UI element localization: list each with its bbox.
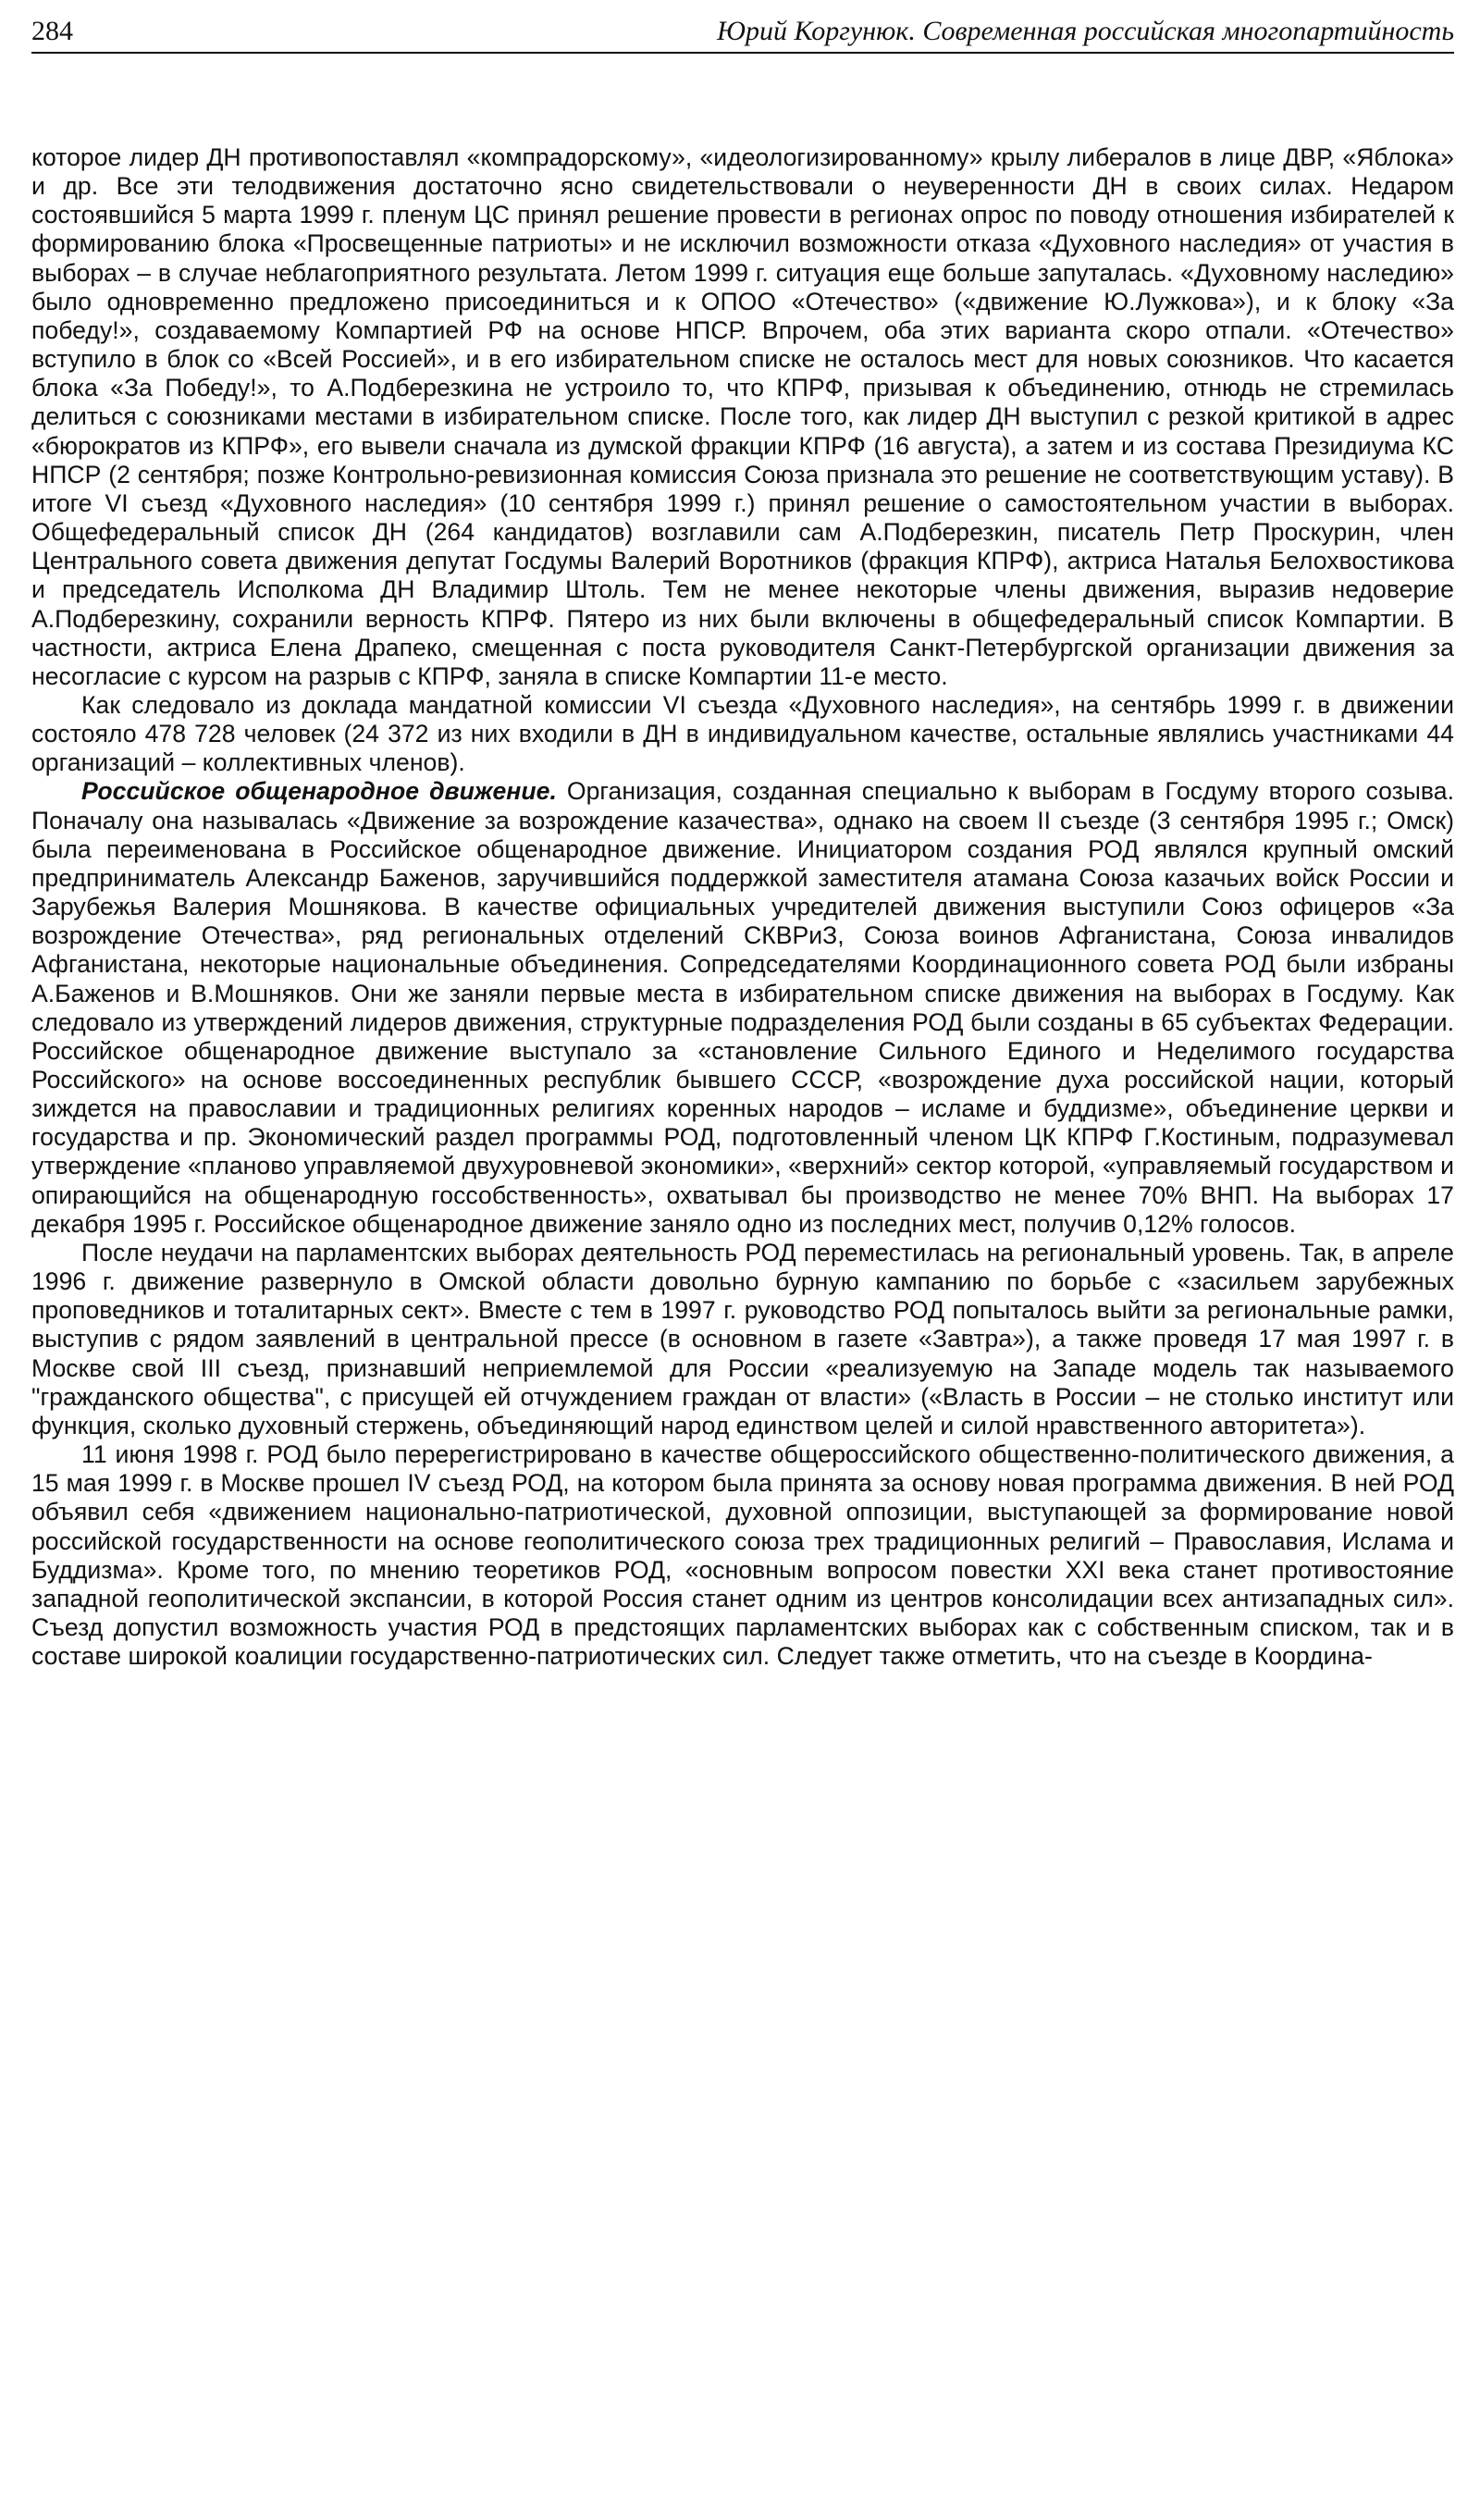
paragraph-text: Как следовало из доклада мандатной комиссии VI съезда «Духовного наследия», на сентябрь 1999 г. в движении состояло 478 728 человек (24 372 из них входили в ДН в индивидуальном качестве, остальные являлись участниками 44 организаций – коллективных членов). [31,690,1454,777]
page-header [31,13,1454,54]
section-heading: Российское общенародное движение. [81,777,557,806]
running-title: Юрий Коргунюк. Современная российская многопартийность [716,16,1454,46]
paragraph [31,691,1454,777]
section-paragraph [31,777,1454,1239]
paragraph [31,1239,1454,1440]
body-text [31,143,1454,1671]
paragraph-text: Организация, созданная специально к выборам в Госдуму второго созыва. Поначалу она называлась «Движение за возрождение казачества», однако на своем II съезде (3 сентября 1995 г.; Омск) была переименована в Российское общенародное движение. Инициатором создания РОД являлся крупный омский предприниматель Александр Баженов, заручившийся поддержкой заместителя атамана Союза казачьих войск России и Зарубежья Валерия Мошнякова. В качестве официальных учредителей движения выступили Союз офицеров «За возрождение Отечества», ряд региональных отделений СКВРиЗ, Союза воинов Афганистана, Союза инвалидов Афганистана, некоторые национальные объединения. Сопредседателями Координационного совета РОД были избраны А.Баженов и В.Мошняков. Они же заняли первые места в избирательном списке движения на выборах в Госдуму. Как следовало из утверждений лидеров движения, структурные подразделения РОД были созданы в 65 субъектах Федерации. Российское общенародное движение выступало за «становление Сильного Единого и Неделимого государства Российского» на основе воссоединенных республик бывшего СССР, «возрождение духа российской нации, который зиждется на православии и традиционных религиях коренных народов – исламе и буддизме», объединение церкви и государства и пр. Экономический раздел программы РОД, подготовленный членом ЦК КПРФ Г.Костиным, подразумевал утверждение «планово управляемой двухуровневой экономики», «верхний» сектор которой, «управляемый государством и опирающийся на общенародную госсобственность», охватывал бы производство не менее 70% ВНП. На выборах 17 декабря 1995 г. Российское общенародное движение заняло одно из последних мест, получив 0,12% голосов. [31,777,1454,1238]
paragraph [31,143,1454,691]
page-number: 284 [31,16,73,46]
paragraph-text: 11 июня 1998 г. РОД было перерегистрировано в качестве общероссийского общественно-политического движения, а 15 мая 1999 г. в Москве прошел IV съезд РОД, на котором была принята за основу новая программа движения. В ней РОД объявил себя «движением национально-патриотической, духовной оппозиции, выступающей за формирование новой российской государственности на основе геополитического союза трех традиционных религий – Православия, Ислама и Буддизма». Кроме того, по мнению теоретиков РОД, «основным вопросом повестки XXI века станет противостояние западной геополитической экспансии, в которой Россия станет одним из центров консолидации всех антизападных сил». Съезд допустил возможность участия РОД в предстоящих парламентских выборах как с собственным списком, так и в составе широкой коалиции государственно-патриотических сил. Следует также отметить, что на съезде в Координа- [31,1440,1454,1671]
paragraph [31,1440,1454,1671]
paragraph-text: После неудачи на парламентских выборах деятельность РОД переместилась на региональный уровень. Так, в апреле 1996 г. движение развернуло в Омской области довольно бурную кампанию по борьбе с «засильем зарубежных проповедников и тоталитарных сект». Вместе с тем в 1997 г. руководство РОД попыталось выйти за региональные рамки, выступив с рядом заявлений в центральной прессе (в основном в газете «Завтра»), а также проведя 17 мая 1997 г. в Москве свой III съезд, признавший неприемлемой для России «реализуемую на Западе модель так называемого "гражданского общества", с присущей ей отчуждением граждан от власти» («Власть в России – не столько институт или функция, сколько духовный стержень, объединяющий народ единством целей и силой нравственного авторитета»). [31,1238,1454,1439]
paragraph-text: которое лидер ДН противопоставлял «компрадорскому», «идеологизированному» крылу либералов в лице ДВР, «Яблока» и др. Все эти телодвижения достаточно ясно свидетельствовали о неуверенности ДН в своих силах. Недаром состоявшийся 5 марта 1999 г. пленум ЦС принял решение провести в регионах опрос по поводу отношения избирателей к формированию блока «Просвещенные патриоты» и не исключил возможности отказа «Духовного наследия» от участия в выборах – в случае неблагоприятного результата. Летом 1999 г. ситуация еще больше запуталась. «Духовному наследию» было одновременно предложено присоединиться и к ОПОО «Отечество» («движение Ю.Лужкова»), и к блоку «За победу!», создаваемому Компартией РФ на основе НПСР. Впрочем, оба этих варианта скоро отпали. «Отечество» вступило в блок со «Всей Россией», и в его избирательном списке не осталось мест для новых союзников. Что касается блока «За Победу!», то А.Подберезкина не устроило то, что КПРФ, призывая к объединению, отнюдь не стремилась делиться с союзниками местами в избирательном списке. После того, как лидер ДН выступил с резкой критикой в адрес «бюрократов из КПРФ», его вывели сначала из думской фракции КПРФ (16 августа), а затем и из состава Президиума КС НПСР (2 сентября; позже Контрольно-ревизионная комиссия Союза признала это решение не соответствующим уставу). В итоге VI съезд «Духовного наследия» (10 сентября 1999 г.) принял решение о самостоятельном участии в выборах. Общефедеральный список ДН (264 кандидатов) возглавили сам А.Подберезкин, писатель Петр Проскурин, член Центрального совета движения депутат Госдумы Валерий Воротников (фракция КПРФ), актриса Наталья Белохвостикова и председатель Исполкома ДН Владимир Штоль. Тем не менее некоторые члены движения, выразив недоверие А.Подберезкину, сохранили верность КПРФ. Пятеро из них были включены в общефедеральный список Компартии. В частности, актриса Елена Драпеко, смещенная с поста руководителя Санкт-Петербургской организации движения за несогласие с курсом на разрыв с КПРФ, заняла в списке Компартии 11-е место. [31,143,1454,690]
book-page [31,13,1454,1671]
